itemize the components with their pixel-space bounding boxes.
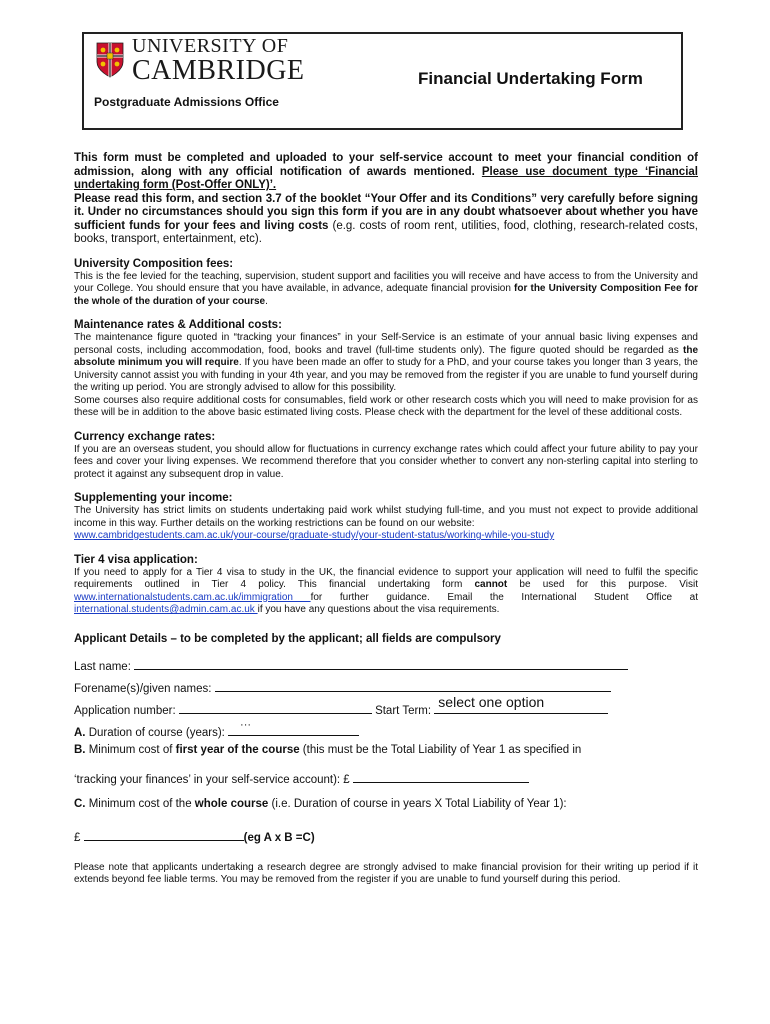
section-body-currency: If you are an overseas student, you should allow for fluctuations in currency exchange rates which could affect your future ability to pay your fees and cover your living expenses. We recommend therefore that you consider whether to convert any non-sterling capital into sterling to protect it against any subsequent drop in value. [74, 443, 698, 480]
section-title-currency: Currency exchange rates: [74, 430, 216, 443]
section-title-income: Supplementing your income: [74, 492, 233, 504]
application-number-input[interactable] [179, 700, 372, 714]
first-year-cost-input[interactable] [353, 769, 529, 783]
visa-bold: cannot [474, 579, 508, 590]
c-prefix: C. [74, 797, 86, 810]
form-content [74, 152, 698, 887]
duration-row [74, 718, 698, 743]
c-text-a: Minimum cost of the [88, 797, 195, 810]
last-name-input[interactable] [134, 656, 628, 670]
section-body-maintenance [74, 332, 698, 395]
application-number-label: Application number: [74, 704, 176, 717]
university-logo-text [132, 36, 305, 85]
c-text-c: (i.e. Duration of course in years X Total Liability of Year 1): [268, 797, 567, 810]
intro-paragraph-2 [74, 193, 698, 247]
last-name-row [74, 656, 698, 677]
header-box [82, 32, 683, 130]
application-number-row [74, 693, 698, 721]
intro-examples: (e.g. costs of room rent, utilities, food, clothing, research-related costs, books, transport, entertainment, etc). [74, 219, 698, 245]
forenames-input[interactable] [215, 678, 611, 692]
email-link[interactable]: international.students@admin.cam.ac.uk [74, 604, 258, 615]
b-prefix: B. [74, 743, 86, 756]
whole-course-row [74, 798, 698, 819]
b-text-b: first year of the course [175, 743, 300, 756]
maintenance-text: The maintenance figure quoted in “tracking your finances” in your Self-Service is an estimate of your annual basic living expenses and personal costs, including accommodation, food, books and travel (full-time students only). The figure quoted should be regarded as [74, 332, 698, 356]
university-line1: UNIVERSITY OF [132, 35, 289, 57]
intro-doc-type: Please use document type ‘Financial undertaking form (Post-Offer ONLY)’. [74, 165, 698, 191]
duration-value: ··· [240, 718, 252, 731]
whole-course-cost-input[interactable] [84, 827, 244, 841]
section-body-income [74, 505, 698, 543]
applicant-heading: Applicant Details – to be completed by the applicant; all fields are compulsory [74, 632, 501, 645]
visa-text: If you need to apply for a Tier 4 visa to study in the UK, the financial evidence to support your application will need to fulfil the specific requirements outlined in Tier 4 policy. This financial undertaking form [74, 566, 698, 590]
start-term-select[interactable] [434, 693, 608, 714]
intro-text: This form must be completed and uploaded to your self-service account to meet your financial condition of admission, along with any official notification of awards mentioned. [74, 152, 698, 178]
b-text-c: (this must be the Total Liability of Year 1 as specified in [299, 743, 582, 756]
start-term-value: select one option [438, 693, 545, 710]
section-title-visa: Tier 4 visa application: [74, 553, 198, 566]
maintenance-bold: the absolute minimum you will require [74, 344, 698, 368]
footer-note: Please note that applicants undertaking a research degree are strongly advised to make financial provision for their writing up period if it extends beyond fee liable terms. You may be removed from the register if you are unable to fund yourself during this period. [74, 861, 698, 885]
composition-text: This is the fee levied for the teaching, supervision, student support and facilities you will receive and have access to from the University and your College. You should ensure that you have available, in advance, adequate financial provision [74, 270, 698, 294]
composition-bold: for the University Composition Fee for the whole of the duration of your course [74, 283, 698, 307]
section-body-maintenance-2: Some courses also require additional costs for consumables, field work or other research costs which you will need to make provision for as these will be in addition to the above basic estimated living costs. Please check with the department for the level of these additional costs. [74, 394, 698, 418]
section-body-visa [74, 567, 698, 617]
section-title-maintenance: Maintenance rates & Additional costs: [74, 319, 282, 331]
visa-text-2: be used for this purpose. Visit [507, 579, 698, 590]
section-title-composition: University Composition fees: [74, 257, 234, 270]
section-body-composition [74, 271, 698, 309]
b-text-a: Minimum cost of [88, 743, 176, 756]
intro-paragraph-1 [74, 152, 698, 193]
intro-warning: Please read this form, and section 3.7 of the booklet “Your Offer and its Conditions” very carefully before signing it. Under no circumstances should you sign this form if you are in any doubt whatsoever about whether you have sufficient funds for your fees and living costs [74, 192, 698, 232]
forenames-row [74, 678, 698, 699]
office-name: Postgraduate Admissions Office [94, 95, 279, 109]
composition-end: . [265, 295, 268, 307]
working-link[interactable]: www.cambridgestudents.cam.ac.uk/your-course/graduate-study/your-student-status/working-while-you-study [74, 530, 555, 541]
university-line2: CAMBRIDGE [132, 55, 305, 86]
cambridge-crest-icon [96, 42, 124, 78]
a-prefix: A. [74, 726, 86, 739]
visa-text-4: if you have any questions about the visa requirements. [257, 604, 500, 615]
visa-text-3: for further guidance. Email the International Student Office at [310, 591, 698, 603]
duration-input[interactable] [228, 718, 359, 736]
b-line2: ‘tracking your finances’ in your self-service account): £ [74, 773, 350, 786]
whole-course-row-2 [74, 827, 698, 848]
start-term-label: Start Term: [375, 704, 432, 717]
c-text-b: whole course [194, 797, 269, 810]
immigration-link[interactable]: www.internationalstudents.cam.ac.uk/immigration [74, 591, 311, 603]
c-formula: (eg A x B =C) [243, 831, 315, 844]
form-title: Financial Undertaking Form [418, 69, 643, 88]
income-text: The University has strict limits on students undertaking paid work whilst studying full-time, and you must not expect to provide additional income in this way. Further details on the working restrictions can be found on our website: [74, 505, 698, 529]
forenames-label: Forename(s)/given names: [74, 682, 212, 695]
first-year-row-2 [74, 769, 698, 790]
duration-label: Duration of course (years): [88, 726, 225, 739]
maintenance-text-2: . If you have been made an offer to study for a PhD, and your course takes you longer than 3 years, the University cannot assist you with funding in your 4th year, and you may be removed from the register if you are unable to fund yourself during the writing up period. You are strongly advised to allow for this possibility. [74, 357, 698, 393]
last-name-label: Last name: [74, 660, 131, 673]
c-pound: £ [74, 831, 81, 844]
first-year-row [74, 744, 698, 765]
